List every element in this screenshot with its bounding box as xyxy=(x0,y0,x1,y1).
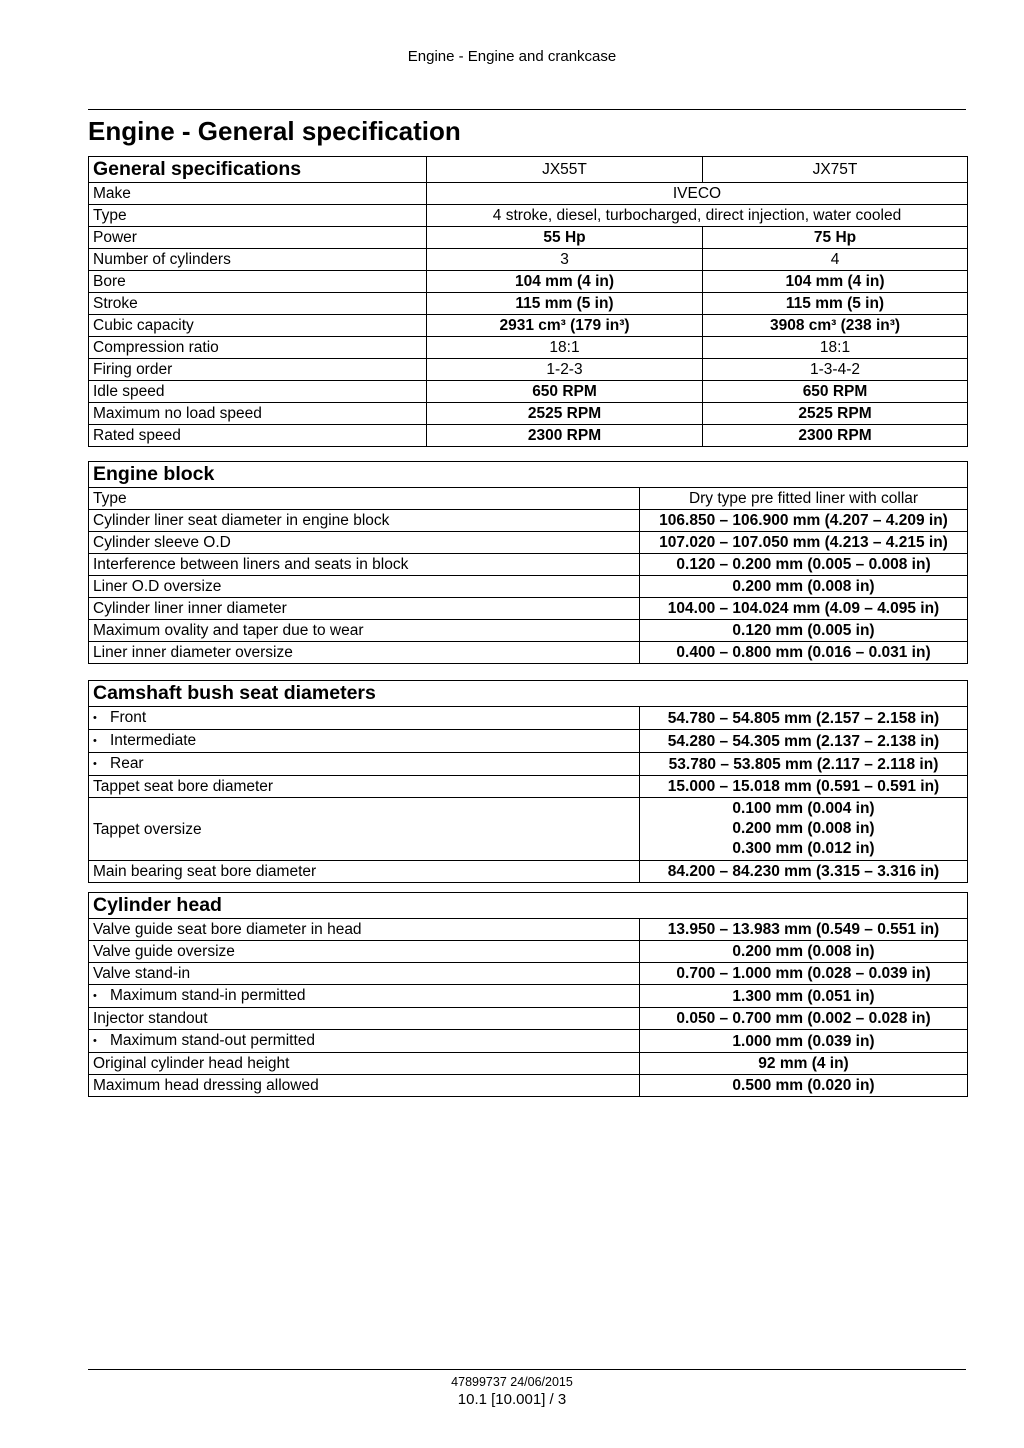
spec-row xyxy=(89,620,968,642)
bullet-icon: • xyxy=(93,735,97,747)
row-label: Maximum stand-in permitted xyxy=(110,987,306,1004)
bullet-icon: • xyxy=(93,990,97,1002)
spec-row xyxy=(89,315,968,337)
footer-rule xyxy=(88,1369,966,1370)
row-value: 15.000 – 15.018 mm (0.591 – 0.591 in) xyxy=(640,776,968,798)
row-label-cell xyxy=(89,576,640,598)
spec-row xyxy=(89,554,968,576)
row-label: Rear xyxy=(110,755,144,772)
row-label-cell xyxy=(89,1053,640,1075)
spec-row xyxy=(89,919,968,941)
spec-row xyxy=(89,271,968,293)
row-value: 107.020 – 107.050 mm (4.213 – 4.215 in) xyxy=(640,532,968,554)
row-label: Liner O.D oversize xyxy=(93,578,222,595)
row-value-jx55t: 115 mm (5 in) xyxy=(427,293,703,315)
row-value-jx55t: 55 Hp xyxy=(427,227,703,249)
document-reference: 47899737 24/06/2015 xyxy=(451,1375,573,1389)
section-heading: General specifications xyxy=(89,157,427,183)
bullet-icon: • xyxy=(93,712,97,724)
spec-row xyxy=(89,576,968,598)
spec-row xyxy=(89,532,968,554)
engine-block-table xyxy=(88,461,968,664)
row-label: Cylinder sleeve O.D xyxy=(93,534,231,551)
row-value: 0.400 – 0.800 mm (0.016 – 0.031 in) xyxy=(640,642,968,664)
row-value: 0.050 – 0.700 mm (0.002 – 0.028 in) xyxy=(640,1008,968,1030)
row-value: Dry type pre fitted liner with collar xyxy=(640,488,968,510)
row-label: Original cylinder head height xyxy=(93,1055,290,1072)
row-value-jx75t: 75 Hp xyxy=(703,227,968,249)
row-label: Front xyxy=(110,709,147,726)
spec-row xyxy=(89,403,968,425)
oversize-value: 0.200 mm (0.008 in) xyxy=(732,820,875,837)
row-label-cell xyxy=(89,620,640,642)
row-label: Bore xyxy=(89,271,427,293)
row-label: Valve stand-in xyxy=(93,965,191,982)
row-value-jx55t: 2525 RPM xyxy=(427,403,703,425)
row-label: Firing order xyxy=(89,359,427,381)
row-label: Maximum ovality and taper due to wear xyxy=(93,622,364,639)
row-value-jx55t: 18:1 xyxy=(427,337,703,359)
row-label: Stroke xyxy=(89,293,427,315)
row-value: 13.950 – 13.983 mm (0.549 – 0.551 in) xyxy=(640,919,968,941)
row-value-jx55t: 650 RPM xyxy=(427,381,703,403)
page-number: 10.1 [10.001] / 3 xyxy=(457,1391,567,1408)
spec-row xyxy=(89,598,968,620)
row-label-cell xyxy=(89,985,640,1008)
running-header: Engine - Engine and crankcase xyxy=(407,48,617,65)
spec-row xyxy=(89,381,968,403)
row-value-jx55t: 104 mm (4 in) xyxy=(427,271,703,293)
row-value: 0.120 mm (0.005 in) xyxy=(640,620,968,642)
column-header-jx75t: JX75T xyxy=(703,157,968,183)
row-label-cell xyxy=(89,642,640,664)
row-value: 1.300 mm (0.051 in) xyxy=(640,985,968,1008)
row-value: 54.780 – 54.805 mm (2.157 – 2.158 in) xyxy=(640,707,968,730)
row-label-cell xyxy=(89,776,640,798)
column-header-jx55t: JX55T xyxy=(427,157,703,183)
spec-row xyxy=(89,1075,968,1097)
row-value: 0.700 – 1.000 mm (0.028 – 0.039 in) xyxy=(640,963,968,985)
row-label-cell xyxy=(89,554,640,576)
row-value: 1.000 mm (0.039 in) xyxy=(640,1030,968,1053)
row-value: 104.00 – 104.024 mm (4.09 – 4.095 in) xyxy=(640,598,968,620)
row-label: Valve guide seat bore diameter in head xyxy=(93,921,362,938)
camshaft-bush-table xyxy=(88,680,968,883)
row-label: Compression ratio xyxy=(89,337,427,359)
row-value-jx75t: 1-3-4-2 xyxy=(703,359,968,381)
row-label: Cubic capacity xyxy=(89,315,427,337)
spec-row xyxy=(89,985,968,1008)
spec-row xyxy=(89,1053,968,1075)
row-label-cell xyxy=(89,730,640,753)
row-value-jx55t: 2300 RPM xyxy=(427,425,703,447)
row-label: Valve guide oversize xyxy=(93,943,235,960)
row-label: Cylinder liner seat diameter in engine block xyxy=(93,512,390,529)
row-value-jx75t: 3908 cm³ (238 in³) xyxy=(703,315,968,337)
bullet-icon: • xyxy=(93,758,97,770)
row-label-cell xyxy=(89,532,640,554)
row-label-cell xyxy=(89,1075,640,1097)
row-label: Intermediate xyxy=(110,732,197,749)
section-heading: Camshaft bush seat diameters xyxy=(89,681,968,707)
row-label: Rated speed xyxy=(89,425,427,447)
spec-row xyxy=(89,337,968,359)
row-label-cell xyxy=(89,941,640,963)
row-label: Main bearing seat bore diameter xyxy=(89,861,640,883)
oversize-value: 0.300 mm (0.012 in) xyxy=(732,840,875,857)
row-value: 0.500 mm (0.020 in) xyxy=(640,1075,968,1097)
spec-row xyxy=(89,776,968,798)
row-label-cell xyxy=(89,707,640,730)
row-label: Maximum head dressing allowed xyxy=(93,1077,319,1094)
spec-row xyxy=(89,963,968,985)
row-value-jx55t: 1-2-3 xyxy=(427,359,703,381)
row-value-jx75t: 650 RPM xyxy=(703,381,968,403)
row-value-jx55t: 3 xyxy=(427,249,703,271)
spec-row xyxy=(89,753,968,776)
row-value: 0.200 mm (0.008 in) xyxy=(640,576,968,598)
spec-row xyxy=(89,510,968,532)
spec-row xyxy=(89,227,968,249)
spec-row xyxy=(89,359,968,381)
row-label-cell xyxy=(89,598,640,620)
row-label-cell xyxy=(89,753,640,776)
row-label: Liner inner diameter oversize xyxy=(93,644,293,661)
row-value: 0.200 mm (0.008 in) xyxy=(640,941,968,963)
row-label-cell xyxy=(89,919,640,941)
row-value-jx75t: 2525 RPM xyxy=(703,403,968,425)
spec-row xyxy=(89,1030,968,1053)
section-heading: Cylinder head xyxy=(89,893,968,919)
row-label-cell xyxy=(89,963,640,985)
row-value-multiline xyxy=(640,798,968,861)
row-label: Tappet oversize xyxy=(89,798,640,861)
spec-row xyxy=(89,293,968,315)
cylinder-head-table xyxy=(88,892,968,1097)
row-value-jx75t: 18:1 xyxy=(703,337,968,359)
row-label: Type xyxy=(89,205,427,227)
row-value: IVECO xyxy=(427,183,968,205)
bullet-icon: • xyxy=(93,1035,97,1047)
row-label: Make xyxy=(89,183,427,205)
spec-row xyxy=(89,1008,968,1030)
row-label: Type xyxy=(93,490,127,507)
row-label: Maximum stand-out permitted xyxy=(110,1032,316,1049)
row-value: 0.120 – 0.200 mm (0.005 – 0.008 in) xyxy=(640,554,968,576)
row-value-jx75t: 4 xyxy=(703,249,968,271)
row-label: Power xyxy=(89,227,427,249)
row-label-cell xyxy=(89,510,640,532)
spec-row xyxy=(89,249,968,271)
spec-row xyxy=(89,941,968,963)
row-label-cell xyxy=(89,488,640,510)
general-specifications-table xyxy=(88,156,968,447)
oversize-value: 0.100 mm (0.004 in) xyxy=(732,800,875,817)
row-value: 106.850 – 106.900 mm (4.207 – 4.209 in) xyxy=(640,510,968,532)
row-value: 84.200 – 84.230 mm (3.315 – 3.316 in) xyxy=(640,861,968,883)
row-label: Interference between liners and seats in block xyxy=(93,556,409,573)
row-value-jx75t: 115 mm (5 in) xyxy=(703,293,968,315)
row-label: Injector standout xyxy=(93,1010,208,1027)
row-value: 4 stroke, diesel, turbocharged, direct injection, water cooled xyxy=(427,205,968,227)
row-label: Cylinder liner inner diameter xyxy=(93,600,287,617)
row-label: Tappet seat bore diameter xyxy=(93,778,274,795)
row-label: Maximum no load speed xyxy=(89,403,427,425)
section-heading: Engine block xyxy=(89,462,968,488)
spec-row xyxy=(89,488,968,510)
row-value: 92 mm (4 in) xyxy=(640,1053,968,1075)
spec-row xyxy=(89,707,968,730)
spec-row xyxy=(89,730,968,753)
row-label: Idle speed xyxy=(89,381,427,403)
row-value-jx75t: 104 mm (4 in) xyxy=(703,271,968,293)
row-value-jx55t: 2931 cm³ (179 in³) xyxy=(427,315,703,337)
header-rule xyxy=(88,109,966,110)
row-label-cell xyxy=(89,1030,640,1053)
row-label-cell xyxy=(89,1008,640,1030)
row-value-jx75t: 2300 RPM xyxy=(703,425,968,447)
row-value: 54.280 – 54.305 mm (2.137 – 2.138 in) xyxy=(640,730,968,753)
row-value: 53.780 – 53.805 mm (2.117 – 2.118 in) xyxy=(640,753,968,776)
spec-row xyxy=(89,642,968,664)
page-title: Engine - General specification xyxy=(88,116,461,146)
spec-row xyxy=(89,425,968,447)
row-label: Number of cylinders xyxy=(89,249,427,271)
